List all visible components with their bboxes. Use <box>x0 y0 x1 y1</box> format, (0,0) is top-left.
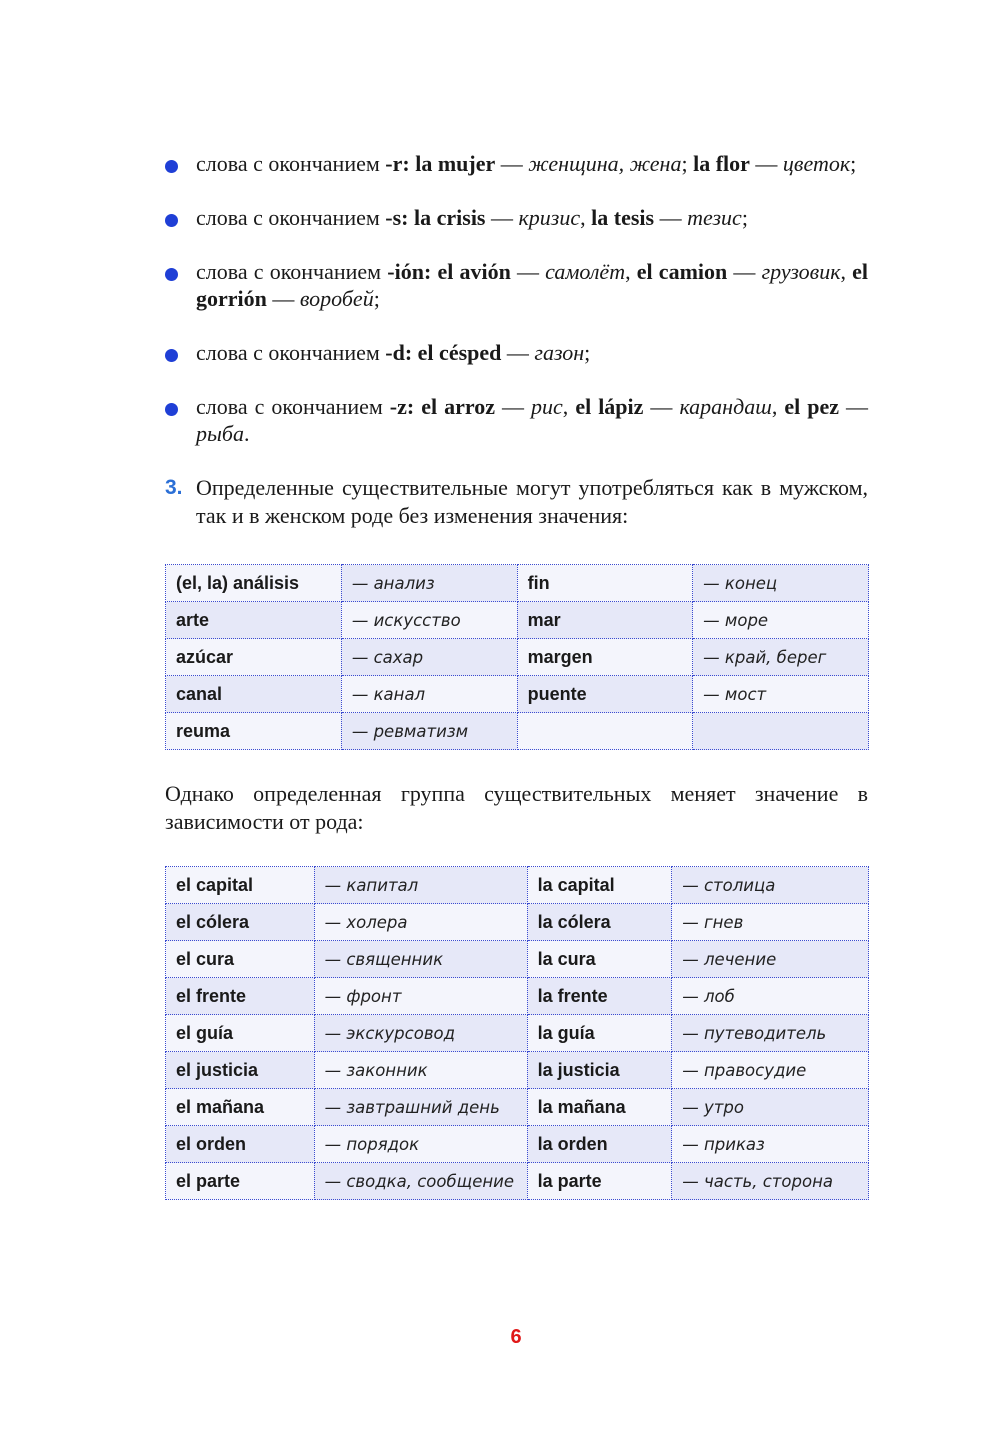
bullet-icon <box>165 160 178 173</box>
page-number: 6 <box>510 1326 522 1348</box>
table-cell-word: la parte <box>527 1163 672 1200</box>
table-cell-translation: — лечение <box>672 941 869 978</box>
table-cell-word: azúcar <box>166 639 342 676</box>
bullet-icon <box>165 214 178 227</box>
table-cell-translation: — ревматизм <box>341 713 517 750</box>
table-row <box>166 1163 869 1200</box>
table-cell-word: la mañana <box>527 1089 672 1126</box>
table-cell-translation: — приказ <box>672 1126 869 1163</box>
table-cell-word: margen <box>517 639 693 676</box>
table-cell-translation: — капитал <box>314 867 527 904</box>
table-cell-translation: — сводка, сообщение <box>314 1163 527 1200</box>
list-item: слова с окончанием -d: el césped — газон; <box>165 339 868 366</box>
table-cell-translation: — гнев <box>672 904 869 941</box>
table-cell-word: (el, la) análisis <box>166 565 342 602</box>
table-cell-word: el cura <box>166 941 315 978</box>
list-item: слова с окончанием -r: la mujer — женщина, жена; la flor — цветок; <box>165 150 868 177</box>
table-cell-word: reuma <box>166 713 342 750</box>
table-cell-translation: — искусство <box>341 602 517 639</box>
table-row <box>166 713 869 750</box>
table-cell-word: fin <box>517 565 693 602</box>
table-row <box>166 867 869 904</box>
table-cell-word <box>517 713 693 750</box>
table-cell-word: el justicia <box>166 1052 315 1089</box>
section-text: Определенные существительные могут употребляться как в мужском, так и в женском роде без изменения значения: <box>196 475 868 528</box>
table-row <box>166 1052 869 1089</box>
table-cell-word: el cólera <box>166 904 315 941</box>
table-cell-translation: — утро <box>672 1089 869 1126</box>
table-cell-word: canal <box>166 676 342 713</box>
section-3 <box>165 474 868 530</box>
list-item: слова с окончанием -ión: el avión — самолёт, el camion — грузовик, el gorrión — воробей; <box>165 258 868 312</box>
table-cell-word: arte <box>166 602 342 639</box>
table-row <box>166 978 869 1015</box>
table-row <box>166 602 869 639</box>
table-cell-translation: — холера <box>314 904 527 941</box>
table-cell-translation: — конец <box>693 565 869 602</box>
page-content <box>165 150 868 1200</box>
table-cell-word: el parte <box>166 1163 315 1200</box>
table-cell-word: la orden <box>527 1126 672 1163</box>
table-row <box>166 639 869 676</box>
table-cell-word: la cólera <box>527 904 672 941</box>
table-cell-word: la capital <box>527 867 672 904</box>
table-row <box>166 1089 869 1126</box>
table-cell-word: el mañana <box>166 1089 315 1126</box>
table-cell-translation: — священник <box>314 941 527 978</box>
bullet-icon <box>165 268 178 281</box>
section-number: 3. <box>165 476 183 499</box>
table-row <box>166 1126 869 1163</box>
table-cell-word: la guía <box>527 1015 672 1052</box>
noun-ending-list <box>165 150 868 447</box>
table-cell-translation: — порядок <box>314 1126 527 1163</box>
table-cell-word: la justicia <box>527 1052 672 1089</box>
same-meaning-table <box>165 564 869 750</box>
table-row <box>166 565 869 602</box>
bullet-icon <box>165 403 178 416</box>
table-cell-translation: — сахар <box>341 639 517 676</box>
table-cell-translation: — мост <box>693 676 869 713</box>
table-cell-translation: — столица <box>672 867 869 904</box>
table-cell-translation: — правосудие <box>672 1052 869 1089</box>
table-row <box>166 1015 869 1052</box>
table-cell-translation: — фронт <box>314 978 527 1015</box>
table-cell-translation <box>693 713 869 750</box>
table-cell-translation: — экскурсовод <box>314 1015 527 1052</box>
table-same-meaning-wrapper <box>165 564 868 750</box>
table-cell-word: el guía <box>166 1015 315 1052</box>
table-changed-meaning-wrapper <box>165 866 868 1200</box>
table-cell-translation: — анализ <box>341 565 517 602</box>
list-item: слова с окончанием -s: la crisis — кризис, la tesis — тезис; <box>165 204 868 231</box>
table-cell-word: la cura <box>527 941 672 978</box>
table-cell-translation: — путеводитель <box>672 1015 869 1052</box>
table-cell-translation: — море <box>693 602 869 639</box>
table-cell-translation: — край, берег <box>693 639 869 676</box>
table-cell-word: mar <box>517 602 693 639</box>
table-cell-translation: — часть, сторона <box>672 1163 869 1200</box>
table-cell-word: el capital <box>166 867 315 904</box>
table-cell-word: el frente <box>166 978 315 1015</box>
bullet-icon <box>165 349 178 362</box>
table-row <box>166 941 869 978</box>
changed-meaning-table <box>165 866 869 1200</box>
table-cell-word: puente <box>517 676 693 713</box>
table-cell-translation: — завтрашний день <box>314 1089 527 1126</box>
table-cell-translation: — законник <box>314 1052 527 1089</box>
table-row <box>166 904 869 941</box>
table-cell-word: la frente <box>527 978 672 1015</box>
paragraph: Однако определенная группа существительных меняет значение в зависимости от рода: <box>165 781 868 834</box>
table-cell-translation: — лоб <box>672 978 869 1015</box>
list-item: слова с окончанием -z: el arroz — рис, el lápiz — карандаш, el pez — рыба. <box>165 393 868 447</box>
table-row <box>166 676 869 713</box>
table-cell-word: el orden <box>166 1126 315 1163</box>
table-cell-translation: — канал <box>341 676 517 713</box>
